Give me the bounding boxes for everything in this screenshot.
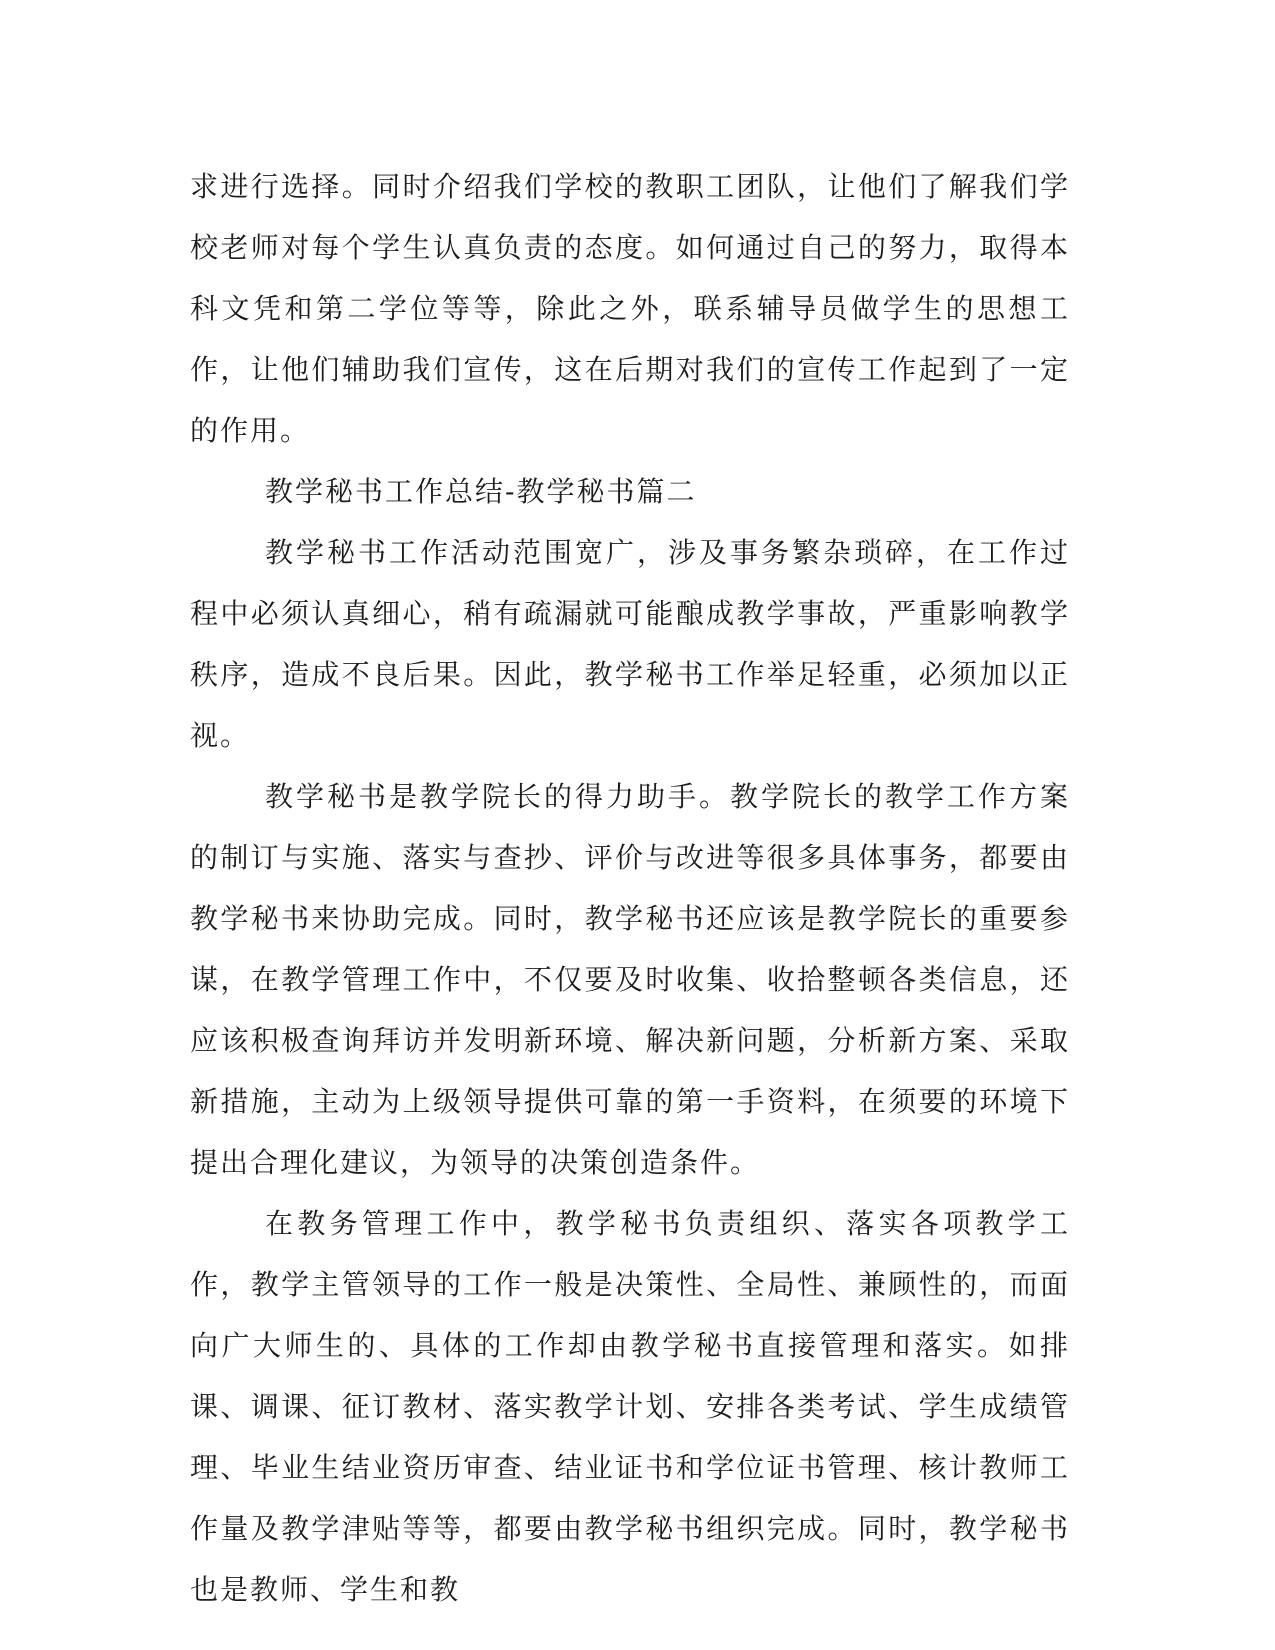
paragraph-continuation: 求进行选择。同时介绍我们学校的教职工团队，让他们了解我们学校老师对每个学生认真负责的态度。如何通过自己的努力，取得本科文凭和第二学位等等，除此之外，联系辅导员做学生的思想工作，让他们辅助我们宣传，这在后期对我们的宣传工作起到了一定的作用。 [190,170,1070,447]
section-heading: 教学秘书工作总结-教学秘书篇二 [265,475,697,508]
paragraph: 在教务管理工作中，教学秘书负责组织、落实各项教学工作，教学主管领导的工作一般是决策性、全局性、兼顾性的，而面向广大师生的、具体的工作却由教学秘书直接管理和落实。如排课、调课、征订教材、落实教学计划、安排各类考试、学生成绩管理、毕业生结业资历审查、结业证书和学位证书管理、核计教师工作量及教学津贴等等，都要由教学秘书组织完成。同时，教学秘书也是教师、学生和教 [190,1207,1070,1606]
document-body [190,156,1070,1620]
paragraph: 教学秘书是教学院长的得力助手。教学院长的教学工作方案的制订与实施、落实与查抄、评价与改进等很多具体事务，都要由教学秘书来协助完成。同时，教学秘书还应该是教学院长的重要参谋，在教学管理工作中，不仅要及时收集、收拾整顿各类信息，还应该积极查询拜访并发明新环境、解决新问题，分析新方案、采取新措施，主动为上级领导提供可靠的第一手资料，在须要的环境下提出合理化建议，为领导的决策创造条件。 [190,780,1070,1179]
paragraph: 教学秘书工作活动范围宽广，涉及事务繁杂琐碎，在工作过程中必须认真细心，稍有疏漏就可能酿成教学事故，严重影响教学秩序，造成不良后果。因此，教学秘书工作举足轻重，必须加以正视。 [190,536,1070,752]
